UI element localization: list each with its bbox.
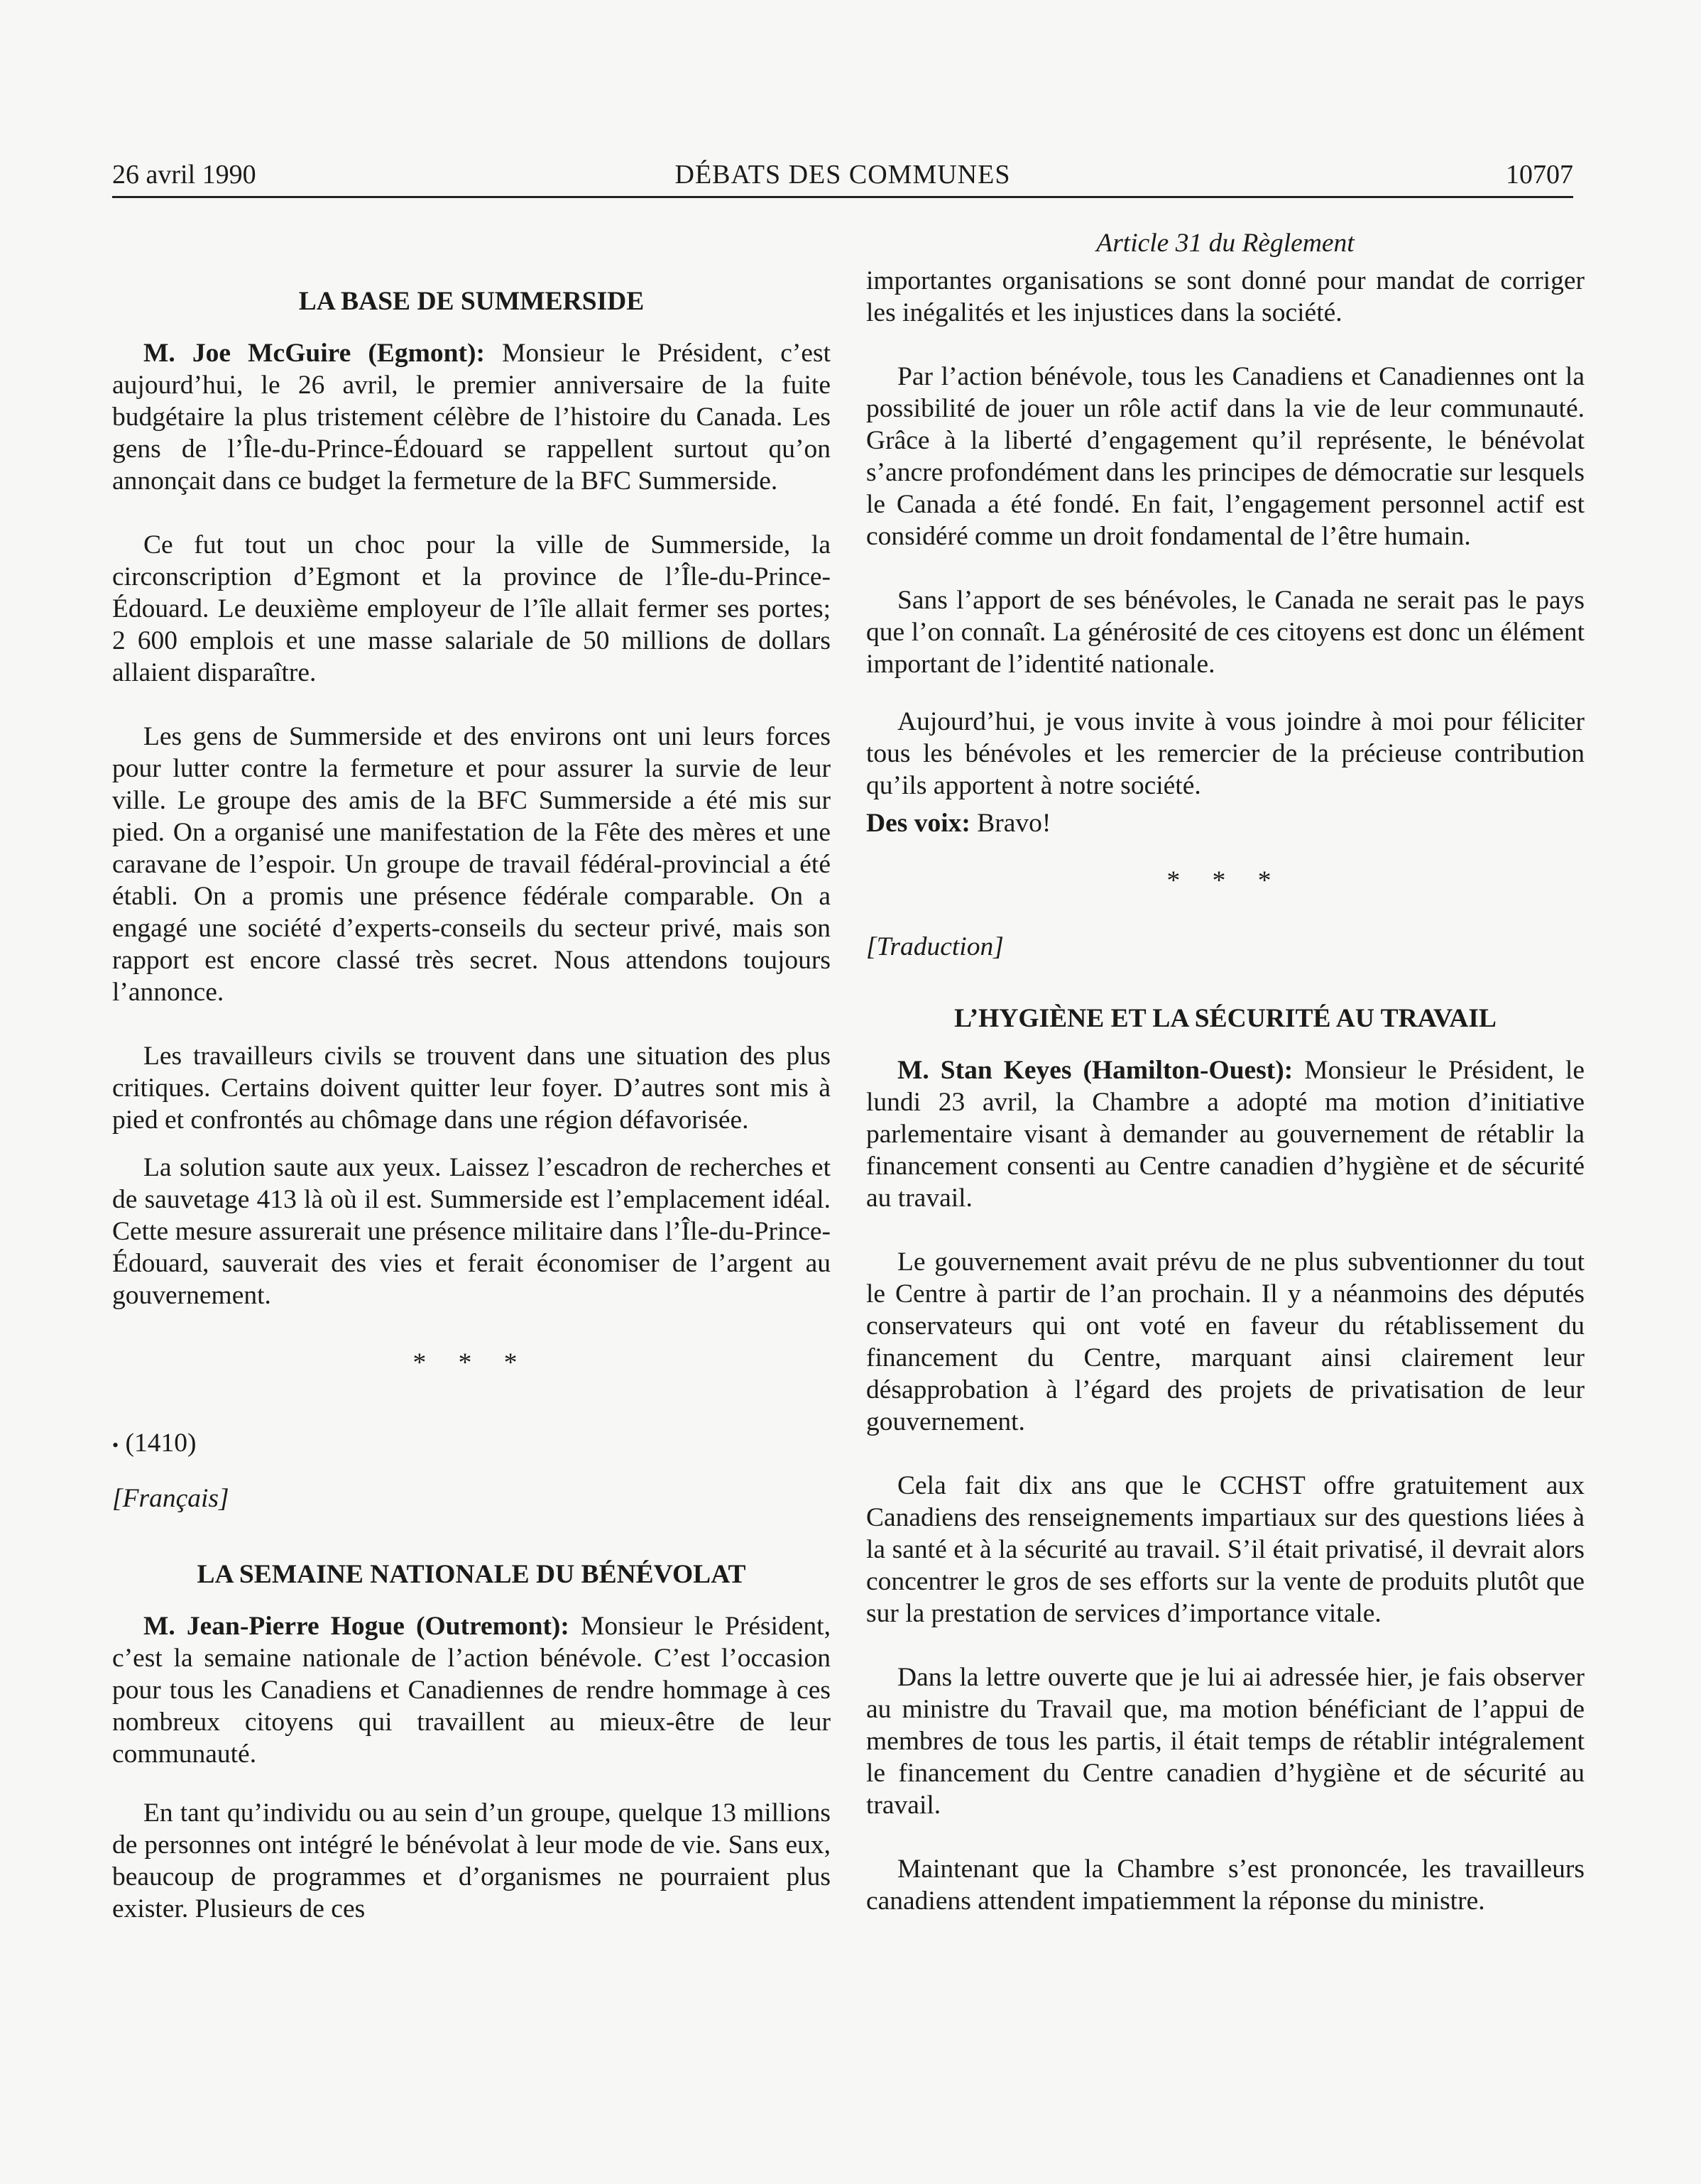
language-note: [Français] — [112, 1484, 229, 1513]
paragraph: Par l’action bénévole, tous les Canadiens et Canadiennes ont la possibilité de jouer un rôle actif dans la vie de leur communauté. Grâce à la liberté d’engagement qu’il représente, le bénévolat s’ancre profondément dans les principes de démocratie sur lesquels le Canada a été fondé. En fait, l’engagement personnel actif est considéré comme un droit fondamental de l’être humain. — [866, 362, 1585, 551]
left-column — [112, 227, 831, 1957]
paragraph — [112, 1610, 831, 1770]
section-separator: * * * — [412, 1348, 530, 1377]
paragraph — [866, 1054, 1585, 1214]
paragraph-text: Monsieur le Président, le lundi 23 avril, la Chambre a adopté ma motion d’initiative parlementaire visant à demander au gouvernement de rétablir la financement consenti au Centre canadien d’hygiène et de sécurité au travail. — [866, 1056, 1585, 1213]
paragraph-text: Monsieur le Président, c’est aujourd’hui, le 26 avril, le premier anniversaire de la fuite budgétaire la plus tristement célèbre de l’histoire du Canada. Les gens de l’Île-du-Prince-Édouard se rappellent surtout qu’on annonçait dans ce budget la fermeture de la BFC Summerside. — [112, 339, 831, 496]
paragraph: importantes organisations se sont donné pour mandat de corriger les inégalités et les injustices dans la société. — [866, 266, 1585, 327]
paragraph: Les gens de Summerside et des environs ont uni leurs forces pour lutter contre la fermeture et pour assurer la survie de leur ville. Le groupe des amis de la BFC Summerside a été mis sur pied. On a organisé une manifestation de la Fête des mères et une caravane de l’espoir. Un groupe de travail fédéral-provincial a été établi. On a promis une présence fédérale comparable. On a engagé une société d’experts-conseils du secteur privé, mais son rapport est encore classé très secret. Nous attendons toujours l’annonce. — [112, 722, 831, 1007]
section-separator: * * * — [1166, 866, 1284, 895]
speaker-name: M. Stan Keyes (Hamilton-Ouest): — [897, 1056, 1293, 1085]
speaker-name: M. Jean-Pierre Hogue (Outremont): — [143, 1612, 569, 1641]
running-head: Article 31 du Règlement — [1096, 229, 1355, 258]
paragraph: Les travailleurs civils se trouvent dans une situation des plus critiques. Certains doivent quitter leur foyer. D’autres sont mis à pied et confrontés au chômage dans une région défavorisée. — [112, 1042, 831, 1135]
section-heading-summerside: LA BASE DE SUMMERSIDE — [298, 287, 645, 316]
paragraph: Le gouvernement avait prévu de ne plus subventionner du tout le Centre à partir de l’an prochain. Il y a néanmoins des députés conservateurs qui ont voté en faveur du rétablissement du financement du Centre, marquant ainsi clairement leur désapprobation à l’égard des projets de privatisation de leur gouvernement. — [866, 1247, 1585, 1436]
header-date: 26 avril 1990 — [112, 160, 256, 190]
speaker-name: Des voix: — [866, 809, 970, 838]
paragraph: Ce fut tout un choc pour la ville de Summerside, la circonscription d’Egmont et la province de l’Île-du-Prince-Édouard. Le deuxième employeur de l’île allait fermer ses portes; 2 600 emplois et une masse salariale de 50 millions de dollars allaient disparaître. — [112, 530, 831, 687]
language-note: [Traduction] — [866, 932, 1004, 961]
speaker-name: M. Joe McGuire (Egmont): — [143, 339, 485, 368]
paragraph: Sans l’apport de ses bénévoles, le Canada ne serait pas le pays que l’on connaît. La générosité de ces citoyens est donc un élément important de l’identité nationale. — [866, 586, 1585, 679]
paragraph-text: Bravo! — [970, 809, 1051, 838]
bullet: • — [112, 1435, 119, 1456]
time-stamp: (1410) — [125, 1429, 197, 1458]
header-rule — [112, 196, 1573, 198]
paragraph: Aujourd’hui, je vous invite à vous joindre à moi pour féliciter tous les bénévoles et les remercier de la précieuse contribution qu’ils apportent à notre société. — [866, 707, 1585, 800]
paragraph: Dans la lettre ouverte que je lui ai adressée hier, je fais observer au ministre du Travail que, ma motion bénéficiant de l’appui de membres de tous les partis, il était temps de rétablir intégralement le financement du Centre canadien d’hygiène et de sécurité au travail. — [866, 1663, 1585, 1820]
right-column — [866, 227, 1585, 1949]
paragraph: Maintenant que la Chambre s’est prononcée, les travailleurs canadiens attendent impatiemment la réponse du ministre. — [866, 1855, 1585, 1916]
paragraph — [112, 337, 831, 497]
page-number: 10707 — [1506, 160, 1573, 190]
paragraph: Cela fait dix ans que le CCHST offre gratuitement aux Canadiens des renseignements impartiaux sur des questions liées à la santé et à la sécurité au travail. S’il était privatisé, il devrait alors concentrer le gros de ses efforts sur la vente de produits plutôt que sur la prestation de services d’importance vitale. — [866, 1471, 1585, 1628]
section-heading-hygiene: L’HYGIÈNE ET LA SÉCURITÉ AU TRAVAIL — [954, 1004, 1497, 1033]
paragraph: En tant qu’individu ou au sein d’un groupe, quelque 13 millions de personnes ont intégré le bénévolat à leur mode de vie. Sans eux, beaucoup de programmes et d’organismes ne pourraient plus exister. Plusieurs de ces — [112, 1798, 831, 1923]
page-header — [112, 153, 1573, 196]
paragraph: La solution saute aux yeux. Laissez l’escadron de recherches et de sauvetage 413 là où il est. Summerside est l’emplacement idéal. Cette mesure assurerait une présence militaire dans l’Île-du-Prince-Édouard, sauverait des vies et ferait économiser de l’argent au gouvernement. — [112, 1153, 831, 1310]
paragraph — [866, 807, 1585, 839]
paragraph-text: Monsieur le Président, c’est la semaine nationale de l’action bénévole. C’est l’occasion pour tous les Canadiens et Canadiennes de rendre hommage à ces nombreux citoyens qui travaillent au mieux-être de leur communauté. — [112, 1612, 831, 1769]
header-title: DÉBATS DES COMMUNES — [674, 160, 1011, 190]
section-heading-benevolat: LA SEMAINE NATIONALE DU BÉNÉVOLAT — [197, 1560, 746, 1589]
